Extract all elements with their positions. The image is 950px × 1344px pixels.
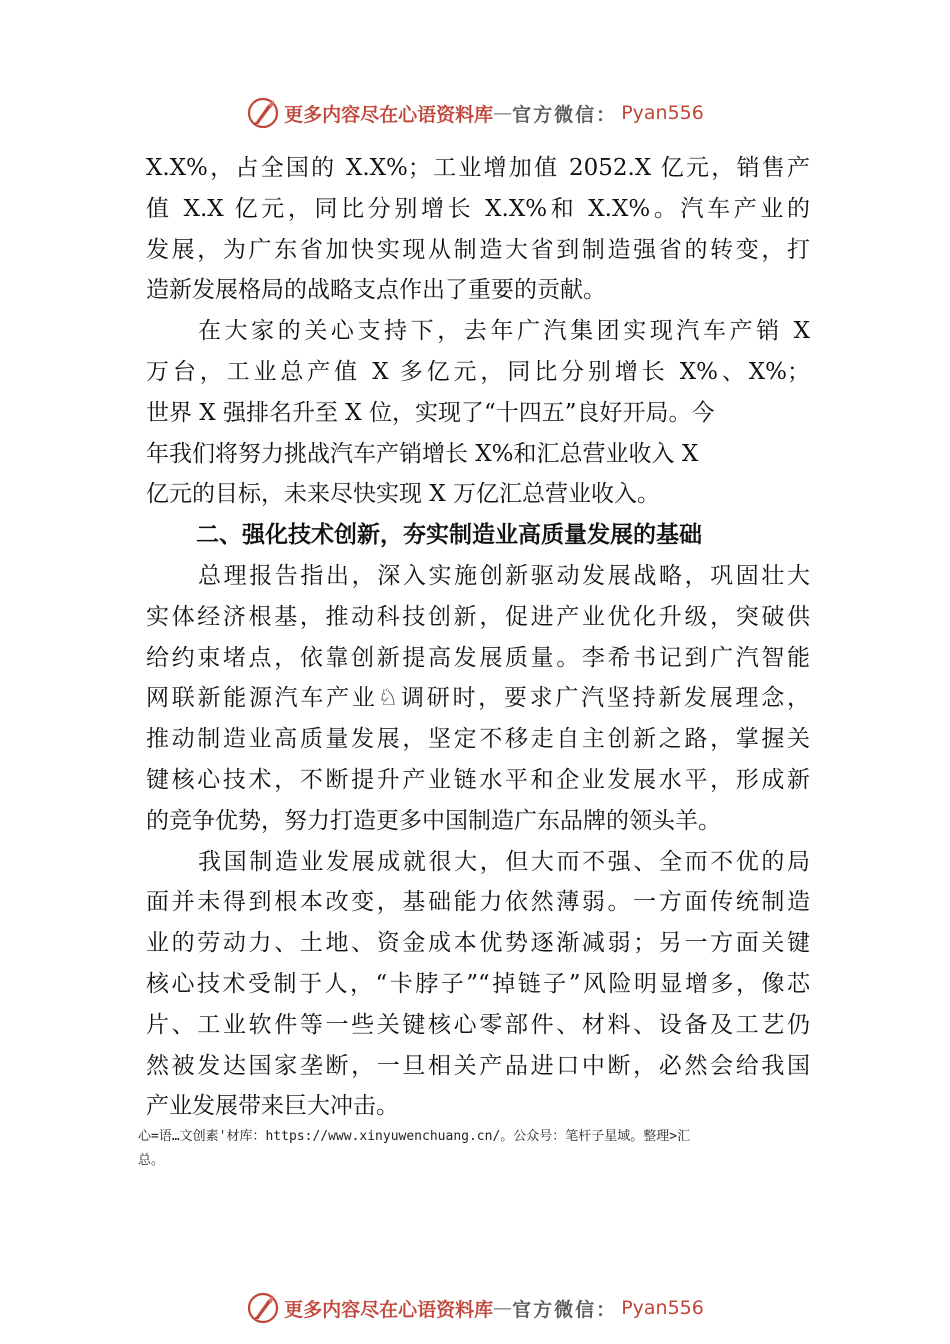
quill-pen-logo-icon — [246, 96, 280, 130]
text-line: 造新发展格局的战略支点作出了重要的贡献。 — [146, 277, 606, 304]
text-line: 我国制造业发展成就很大，但大而不强、全而不优的局 — [198, 848, 810, 875]
paragraph-4 — [146, 842, 810, 1128]
text-line: 产业发展带来巨大冲击。 — [146, 1093, 399, 1120]
text-line: 推动制造业高质量发展，坚定不移走自主创新之路，掌握关 — [146, 726, 810, 753]
source-footnote — [138, 1125, 838, 1173]
text-line: 然被发达国家垄断，一旦相关产品进口中断，必然会给我国 — [146, 1052, 810, 1079]
text-line: X.X%，占全国的 X.X%；工业增加值 2052.X 亿元，销售产 — [146, 155, 810, 181]
text-line: 世界 X 强排名升至 X 位，实现了“十四五”良好开局。今 — [146, 399, 715, 426]
banner-wechat-id: Pyan556 — [621, 1297, 704, 1319]
text-line: 亿元的目标，未来尽快实现 X 万亿汇总营业收入。 — [146, 481, 660, 508]
text-line: 面并未得到根本改变，基础能力依然薄弱。一方面传统制造 — [146, 889, 810, 916]
quill-pen-logo-icon — [246, 1291, 280, 1325]
paragraph-1 — [146, 148, 810, 311]
text-line: 年我们将努力挑战汽车产销增长 X%和汇总营业收入 X — [146, 440, 699, 467]
text-line: 在大家的关心支持下，去年广汽集团实现汽车产销 X — [198, 318, 810, 345]
text-line: 网联新能源汽车产业♘调研时，要求广汽坚持新发展理念， — [146, 685, 810, 712]
banner-site-name: 更多内容尽在心语资料库 — [284, 1298, 494, 1321]
banner-wechat-id: Pyan556 — [621, 102, 704, 124]
text-line: 总理报告指出，深入实施创新驱动发展战略，巩固壮大 — [198, 562, 810, 589]
text-line: 发展，为广东省加快实现从制造大省到制造强省的转变，打 — [146, 236, 810, 263]
footer-banner — [0, 1288, 950, 1328]
text-line: 片、工业软件等一些关键核心零部件、材料、设备及工艺仍 — [146, 1011, 810, 1038]
banner-wechat-label: 官方微信： — [512, 103, 618, 126]
banner-separator: — — [493, 102, 513, 124]
section-heading: 二、强化技术创新，夯实制造业高质量发展的基础 — [196, 521, 702, 549]
text-line: 给约束堵点，依靠创新提高发展质量。李希书记到广汽智能 — [146, 644, 810, 671]
text-line: 键核心技术，不断提升产业链水平和企业发展水平，形成新 — [146, 766, 810, 793]
banner-site-name: 更多内容尽在心语资料库 — [284, 103, 494, 126]
footnote-line: 总。 — [138, 1153, 165, 1168]
text-line: 实体经济根基，推动科技创新，促进产业优化升级，突破供 — [146, 603, 810, 630]
text-line: 万台，工业总产值 X 多亿元，同比分别增长 X%、X%； — [146, 358, 810, 385]
text-line: 业的劳动力、土地、资金成本优势逐渐减弱；另一方面关键 — [146, 930, 810, 957]
text-line: 值 X.X 亿元，同比分别增长 X.X%和 X.X%。汽车产业的 — [146, 195, 810, 222]
footnote-line: 心=语…文创素'材库：https://www.xinyuwenchuang.cn/。公众号：笔杆子星域。整理>汇 — [138, 1129, 691, 1144]
banner-wechat-label: 官方微信： — [512, 1298, 618, 1321]
paragraph-2 — [146, 311, 810, 515]
header-banner — [0, 93, 950, 133]
text-line: 的竞争优势，努力打造更多中国制造广东品牌的领头羊。 — [146, 807, 721, 834]
paragraph-3 — [146, 556, 810, 842]
banner-separator: — — [493, 1297, 513, 1319]
text-line: 核心技术受制于人，“卡脖子”“掉链子”风险明显增多，像芯 — [146, 970, 810, 997]
document-body — [146, 148, 810, 1127]
